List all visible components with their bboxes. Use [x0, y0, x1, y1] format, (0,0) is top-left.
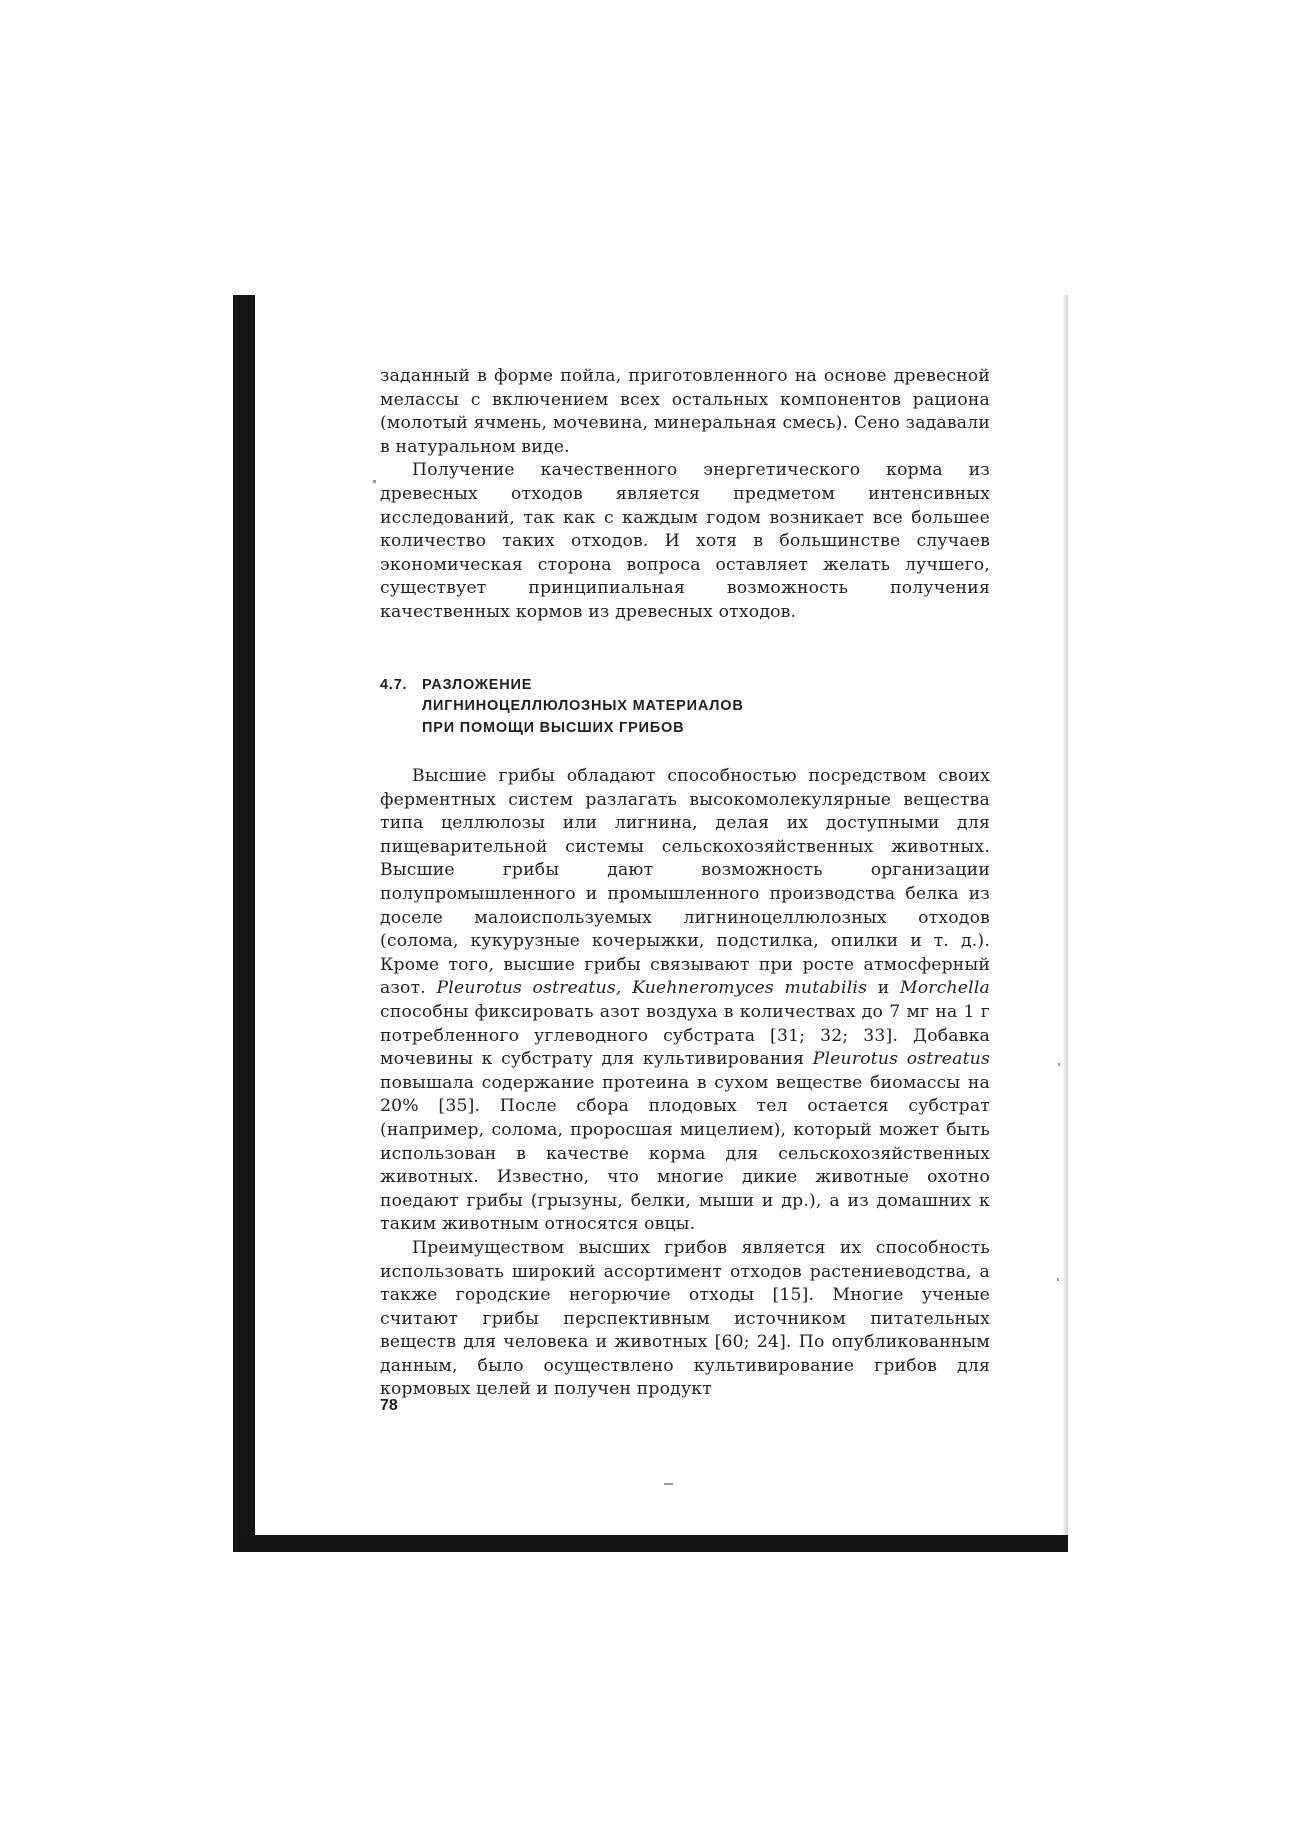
- section-heading: [380, 675, 990, 740]
- section-number: 4.7.: [380, 676, 408, 693]
- scan-speck: [664, 1483, 673, 1485]
- page-body: [380, 365, 990, 1402]
- paragraph-text: Высшие грибы обладают способностью посредством своих ферментных систем разлагать высокомолекулярные вещества типа целлюлозы или лигнина, делая их доступными для пищеварительной системы сельскохозяйственных животных. Высшие грибы дают возможность организации полупромышленного и промышленного производства белка из доселе малоиспользуемых лигниноцеллюлозных отходов (солома, кукурузные кочерыжки, подстилка, опилки и т. д.). Кроме того, высшие грибы связывают при росте атмосферный азот.: [380, 766, 990, 999]
- section-title-line: ЛИГНИНОЦЕЛЛЮЛОЗНЫХ МАТЕРИАЛОВ: [422, 698, 744, 715]
- scan-bottom-border: [233, 1535, 1068, 1552]
- scan-speck: [373, 480, 376, 483]
- paragraph-wood-waste: Получение качественного энергетического корма из древесных отходов является предметом интенсивных исследований, так как с каждым годом возникает все большее количество таких отходов. И хотя в большинстве случаев экономическая сторона вопроса оставляет желать лучшего, существует принципиальная возможность получения качественных кормов из древесных отходов.: [380, 460, 990, 622]
- species-name: Kuehneromyces mutabilis: [632, 978, 868, 999]
- paragraph-fodder: заданный в форме пойла, приготовленного на основе древесной мелассы с включением всех остальных компонентов рациона (молотый ячмень, мочевина, минеральная смесь). Сено задавали в натуральном виде.: [380, 366, 990, 457]
- paragraph-text: повышала содержание протеина в сухом веществе биомассы на 20% [35]. После сбора плодовых тел остается субстрат (например, солома, проросшая мицелием), который может быть использован в качестве корма для сельскохозяйственных животных. Известно, что многие дикие животные охотно поедают грибы (грызуны, белки, мыши и др.), а из домашних к таким животным относятся овцы.: [380, 1072, 990, 1235]
- scan-speck: [1057, 1278, 1059, 1281]
- page-number: 78: [380, 1397, 398, 1414]
- paragraph-higher-fungi: [380, 765, 990, 1237]
- species-name: Pleurotus ostreatus: [812, 1049, 990, 1070]
- scan-speck: [1058, 1063, 1060, 1066]
- paragraph-advantages: Преимуществом высших грибов является их способность использовать широкий ассортимент отходов растениеводства, а также городские негорючие отходы [15]. Многие ученые считают грибы перспективным источником питательных веществ для человека и животных [60; 24]. По опубликованным данным, было осуществлено культивирование грибов для кормовых целей и получен продукт: [380, 1237, 990, 1400]
- paragraph-text: способны фиксировать азот воздуха в количествах до 7 мг на 1 г потребленного углеводного субстрата [31; 32; 33]. Добавка мочевины к субстрату для культивирования: [380, 1001, 990, 1070]
- section-title-line: ПРИ ПОМОЩИ ВЫСШИХ ГРИБОВ: [422, 719, 685, 736]
- paragraph-text: и: [877, 978, 890, 999]
- scan-right-border: [1062, 295, 1068, 1550]
- section-title-line: РАЗЛОЖЕНИЕ: [422, 676, 533, 693]
- species-name: Pleurotus ostreatus,: [436, 978, 622, 999]
- species-name: Morchella: [899, 978, 991, 999]
- scan-left-border: [233, 295, 255, 1550]
